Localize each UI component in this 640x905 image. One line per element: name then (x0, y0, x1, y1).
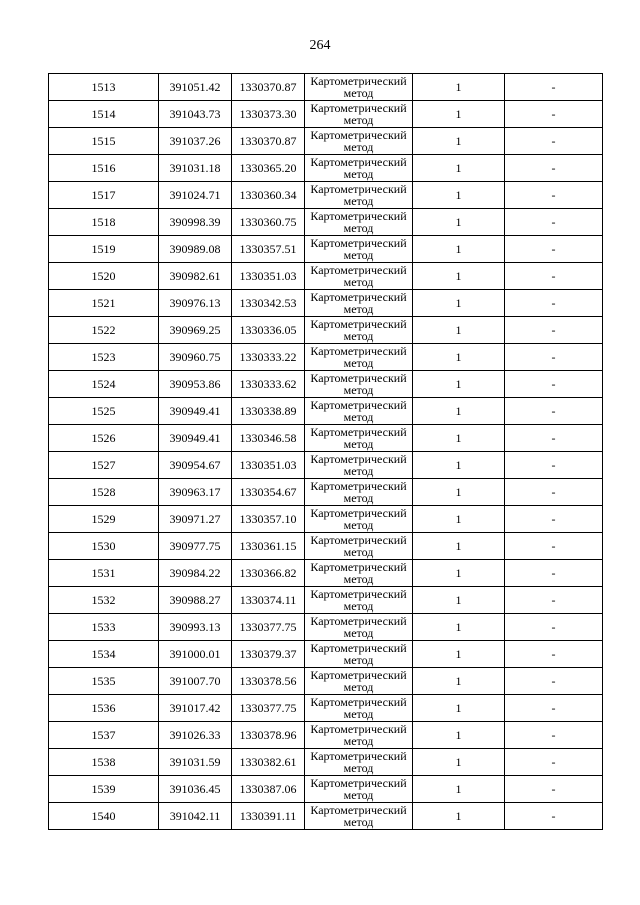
point-number-cell: 1520 (49, 263, 159, 290)
y-coordinate-cell: 1330361.15 (232, 533, 305, 560)
accuracy-cell: 1 (413, 155, 505, 182)
method-cell (305, 74, 413, 101)
x-coordinate-cell: 390984.22 (159, 560, 232, 587)
point-number-cell: 1536 (49, 695, 159, 722)
x-coordinate-cell: 390949.41 (159, 425, 232, 452)
point-number-cell: 1522 (49, 317, 159, 344)
point-number-cell: 1517 (49, 182, 159, 209)
table-row (49, 182, 603, 209)
accuracy-cell: 1 (413, 506, 505, 533)
description-cell: - (505, 452, 603, 479)
description-cell: - (505, 128, 603, 155)
method-label-line2: метод (343, 140, 374, 154)
description-cell: - (505, 479, 603, 506)
table-row (49, 668, 603, 695)
table-row (49, 317, 603, 344)
accuracy-cell: 1 (413, 614, 505, 641)
accuracy-cell: 1 (413, 128, 505, 155)
method-label-line2: метод (343, 437, 374, 451)
method-cell (305, 398, 413, 425)
point-number-cell: 1526 (49, 425, 159, 452)
point-number-cell: 1521 (49, 290, 159, 317)
method-cell (305, 668, 413, 695)
y-coordinate-cell: 1330357.51 (232, 236, 305, 263)
page-number: 264 (309, 38, 331, 53)
accuracy-cell: 1 (413, 560, 505, 587)
y-coordinate-cell: 1330351.03 (232, 263, 305, 290)
y-coordinate-cell: 1330365.20 (232, 155, 305, 182)
description-cell: - (505, 101, 603, 128)
method-label-line2: метод (343, 383, 374, 397)
y-coordinate-cell: 1330333.22 (232, 344, 305, 371)
accuracy-cell: 1 (413, 317, 505, 344)
method-label-line2: метод (343, 761, 374, 775)
y-coordinate-cell: 1330370.87 (232, 74, 305, 101)
description-cell: - (505, 722, 603, 749)
description-cell: - (505, 641, 603, 668)
method-label-line1: Картометрический (310, 695, 407, 709)
x-coordinate-cell: 391017.42 (159, 695, 232, 722)
method-label-line1: Картометрический (310, 749, 407, 763)
table-row (49, 803, 603, 830)
description-cell: - (505, 560, 603, 587)
description-cell: - (505, 398, 603, 425)
method-cell (305, 425, 413, 452)
y-coordinate-cell: 1330366.82 (232, 560, 305, 587)
y-coordinate-cell: 1330373.30 (232, 101, 305, 128)
table-row (49, 614, 603, 641)
method-label-line2: метод (343, 221, 374, 235)
y-coordinate-cell: 1330377.75 (232, 614, 305, 641)
table-row (49, 398, 603, 425)
y-coordinate-cell: 1330374.11 (232, 587, 305, 614)
description-cell: - (505, 776, 603, 803)
description-cell: - (505, 614, 603, 641)
table-row (49, 479, 603, 506)
method-cell (305, 263, 413, 290)
method-label-line1: Картометрический (310, 614, 407, 628)
method-cell (305, 452, 413, 479)
method-label-line1: Картометрический (310, 371, 407, 385)
method-label-line1: Картометрический (310, 155, 407, 169)
description-cell: - (505, 695, 603, 722)
description-cell: - (505, 803, 603, 830)
y-coordinate-cell: 1330391.11 (232, 803, 305, 830)
y-coordinate-cell: 1330338.89 (232, 398, 305, 425)
table-row (49, 533, 603, 560)
method-label-line2: метод (343, 599, 374, 613)
method-label-line2: метод (343, 410, 374, 424)
table-row (49, 371, 603, 398)
accuracy-cell: 1 (413, 452, 505, 479)
table-row (49, 587, 603, 614)
method-cell (305, 290, 413, 317)
description-cell: - (505, 506, 603, 533)
y-coordinate-cell: 1330354.67 (232, 479, 305, 506)
method-label-line2: метод (343, 248, 374, 262)
accuracy-cell: 1 (413, 209, 505, 236)
description-cell: - (505, 749, 603, 776)
method-label-line2: метод (343, 518, 374, 532)
x-coordinate-cell: 390953.86 (159, 371, 232, 398)
point-number-cell: 1534 (49, 641, 159, 668)
method-cell (305, 776, 413, 803)
method-cell (305, 641, 413, 668)
accuracy-cell: 1 (413, 776, 505, 803)
accuracy-cell: 1 (413, 74, 505, 101)
table-row (49, 722, 603, 749)
accuracy-cell: 1 (413, 182, 505, 209)
point-number-cell: 1527 (49, 452, 159, 479)
x-coordinate-cell: 390977.75 (159, 533, 232, 560)
point-number-cell: 1529 (49, 506, 159, 533)
point-number-cell: 1531 (49, 560, 159, 587)
table-row (49, 74, 603, 101)
method-label-line1: Картометрический (310, 587, 407, 601)
method-label-line1: Картометрический (310, 641, 407, 655)
description-cell: - (505, 344, 603, 371)
point-number-cell: 1528 (49, 479, 159, 506)
accuracy-cell: 1 (413, 425, 505, 452)
point-number-cell: 1516 (49, 155, 159, 182)
description-cell: - (505, 155, 603, 182)
x-coordinate-cell: 391042.11 (159, 803, 232, 830)
method-cell (305, 155, 413, 182)
y-coordinate-cell: 1330346.58 (232, 425, 305, 452)
x-coordinate-cell: 390993.13 (159, 614, 232, 641)
point-number-cell: 1524 (49, 371, 159, 398)
table-row (49, 344, 603, 371)
y-coordinate-cell: 1330379.37 (232, 641, 305, 668)
method-label-line2: метод (343, 680, 374, 694)
y-coordinate-cell: 1330333.62 (232, 371, 305, 398)
coordinates-table (48, 73, 603, 830)
method-label-line1: Картометрический (310, 128, 407, 142)
table-row (49, 290, 603, 317)
y-coordinate-cell: 1330370.87 (232, 128, 305, 155)
x-coordinate-cell: 390960.75 (159, 344, 232, 371)
accuracy-cell: 1 (413, 641, 505, 668)
point-number-cell: 1513 (49, 74, 159, 101)
table-row (49, 155, 603, 182)
y-coordinate-cell: 1330377.75 (232, 695, 305, 722)
method-label-line2: метод (343, 113, 374, 127)
table-row (49, 695, 603, 722)
y-coordinate-cell: 1330357.10 (232, 506, 305, 533)
method-label-line1: Картометрический (310, 776, 407, 790)
method-label-line1: Картометрический (310, 101, 407, 115)
method-label-line2: метод (343, 545, 374, 559)
table-row (49, 425, 603, 452)
table-row (49, 452, 603, 479)
point-number-cell: 1523 (49, 344, 159, 371)
method-label-line1: Картометрический (310, 344, 407, 358)
method-label-line2: метод (343, 707, 374, 721)
method-label-line2: метод (343, 734, 374, 748)
point-number-cell: 1519 (49, 236, 159, 263)
accuracy-cell: 1 (413, 398, 505, 425)
method-cell (305, 128, 413, 155)
description-cell: - (505, 74, 603, 101)
point-number-cell: 1530 (49, 533, 159, 560)
point-number-cell: 1532 (49, 587, 159, 614)
method-cell (305, 560, 413, 587)
method-cell (305, 506, 413, 533)
x-coordinate-cell: 391026.33 (159, 722, 232, 749)
y-coordinate-cell: 1330351.03 (232, 452, 305, 479)
accuracy-cell: 1 (413, 479, 505, 506)
table-row (49, 560, 603, 587)
description-cell: - (505, 533, 603, 560)
accuracy-cell: 1 (413, 101, 505, 128)
method-label-line2: метод (343, 491, 374, 505)
table-row (49, 263, 603, 290)
x-coordinate-cell: 390963.17 (159, 479, 232, 506)
method-label-line1: Картометрический (310, 722, 407, 736)
x-coordinate-cell: 391037.26 (159, 128, 232, 155)
accuracy-cell: 1 (413, 371, 505, 398)
method-label-line1: Картометрический (310, 236, 407, 250)
x-coordinate-cell: 390989.08 (159, 236, 232, 263)
point-number-cell: 1514 (49, 101, 159, 128)
method-label-line2: метод (343, 626, 374, 640)
x-coordinate-cell: 391024.71 (159, 182, 232, 209)
method-label-line2: метод (343, 788, 374, 802)
method-label-line2: метод (343, 167, 374, 181)
method-cell (305, 479, 413, 506)
method-cell (305, 101, 413, 128)
method-cell (305, 371, 413, 398)
method-label-line2: метод (343, 653, 374, 667)
method-cell (305, 587, 413, 614)
x-coordinate-cell: 390949.41 (159, 398, 232, 425)
method-cell (305, 236, 413, 263)
method-label-line1: Картометрический (310, 317, 407, 331)
table-row (49, 128, 603, 155)
y-coordinate-cell: 1330360.75 (232, 209, 305, 236)
y-coordinate-cell: 1330378.96 (232, 722, 305, 749)
x-coordinate-cell: 391031.59 (159, 749, 232, 776)
description-cell: - (505, 209, 603, 236)
y-coordinate-cell: 1330360.34 (232, 182, 305, 209)
description-cell: - (505, 317, 603, 344)
accuracy-cell: 1 (413, 668, 505, 695)
x-coordinate-cell: 391000.01 (159, 641, 232, 668)
x-coordinate-cell: 390969.25 (159, 317, 232, 344)
method-cell (305, 344, 413, 371)
method-label-line2: метод (343, 815, 374, 829)
method-label-line2: метод (343, 275, 374, 289)
accuracy-cell: 1 (413, 344, 505, 371)
method-cell (305, 722, 413, 749)
method-label-line1: Картометрический (310, 452, 407, 466)
method-label-line1: Картометрический (310, 479, 407, 493)
table-row (49, 209, 603, 236)
method-cell (305, 614, 413, 641)
x-coordinate-cell: 391031.18 (159, 155, 232, 182)
method-label-line2: метод (343, 329, 374, 343)
method-cell (305, 695, 413, 722)
point-number-cell: 1525 (49, 398, 159, 425)
method-label-line1: Картометрический (310, 290, 407, 304)
method-cell (305, 209, 413, 236)
point-number-cell: 1518 (49, 209, 159, 236)
description-cell: - (505, 587, 603, 614)
method-label-line1: Картометрический (310, 803, 407, 817)
method-label-line2: метод (343, 86, 374, 100)
y-coordinate-cell: 1330387.06 (232, 776, 305, 803)
point-number-cell: 1539 (49, 776, 159, 803)
point-number-cell: 1535 (49, 668, 159, 695)
method-label-line2: метод (343, 302, 374, 316)
accuracy-cell: 1 (413, 533, 505, 560)
x-coordinate-cell: 390971.27 (159, 506, 232, 533)
coordinates-table-body (49, 74, 603, 830)
accuracy-cell: 1 (413, 290, 505, 317)
x-coordinate-cell: 390998.39 (159, 209, 232, 236)
method-cell (305, 317, 413, 344)
point-number-cell: 1538 (49, 749, 159, 776)
x-coordinate-cell: 390982.61 (159, 263, 232, 290)
description-cell: - (505, 668, 603, 695)
y-coordinate-cell: 1330342.53 (232, 290, 305, 317)
x-coordinate-cell: 390954.67 (159, 452, 232, 479)
method-label-line1: Картометрический (310, 263, 407, 277)
method-label-line1: Картометрический (310, 74, 407, 88)
description-cell: - (505, 236, 603, 263)
method-label-line2: метод (343, 464, 374, 478)
method-label-line1: Картометрический (310, 506, 407, 520)
description-cell: - (505, 371, 603, 398)
method-cell (305, 182, 413, 209)
method-label-line2: метод (343, 194, 374, 208)
method-label-line1: Картометрический (310, 533, 407, 547)
table-row (49, 749, 603, 776)
y-coordinate-cell: 1330378.56 (232, 668, 305, 695)
y-coordinate-cell: 1330382.61 (232, 749, 305, 776)
method-cell (305, 803, 413, 830)
method-label-line1: Картометрический (310, 560, 407, 574)
x-coordinate-cell: 391051.42 (159, 74, 232, 101)
point-number-cell: 1533 (49, 614, 159, 641)
accuracy-cell: 1 (413, 587, 505, 614)
accuracy-cell: 1 (413, 695, 505, 722)
method-label-line1: Картометрический (310, 668, 407, 682)
method-label-line2: метод (343, 572, 374, 586)
point-number-cell: 1515 (49, 128, 159, 155)
table-row (49, 641, 603, 668)
x-coordinate-cell: 390988.27 (159, 587, 232, 614)
accuracy-cell: 1 (413, 749, 505, 776)
method-label-line1: Картометрический (310, 209, 407, 223)
method-label-line1: Картометрический (310, 182, 407, 196)
table-row (49, 506, 603, 533)
point-number-cell: 1537 (49, 722, 159, 749)
x-coordinate-cell: 391043.73 (159, 101, 232, 128)
table-row (49, 236, 603, 263)
accuracy-cell: 1 (413, 722, 505, 749)
description-cell: - (505, 290, 603, 317)
method-cell (305, 749, 413, 776)
accuracy-cell: 1 (413, 803, 505, 830)
description-cell: - (505, 182, 603, 209)
table-row (49, 101, 603, 128)
x-coordinate-cell: 390976.13 (159, 290, 232, 317)
x-coordinate-cell: 391036.45 (159, 776, 232, 803)
description-cell: - (505, 263, 603, 290)
accuracy-cell: 1 (413, 236, 505, 263)
method-label-line1: Картометрический (310, 425, 407, 439)
accuracy-cell: 1 (413, 263, 505, 290)
method-label-line1: Картометрический (310, 398, 407, 412)
x-coordinate-cell: 391007.70 (159, 668, 232, 695)
table-row (49, 776, 603, 803)
y-coordinate-cell: 1330336.05 (232, 317, 305, 344)
point-number-cell: 1540 (49, 803, 159, 830)
method-label-line2: метод (343, 356, 374, 370)
method-cell (305, 533, 413, 560)
description-cell: - (505, 425, 603, 452)
